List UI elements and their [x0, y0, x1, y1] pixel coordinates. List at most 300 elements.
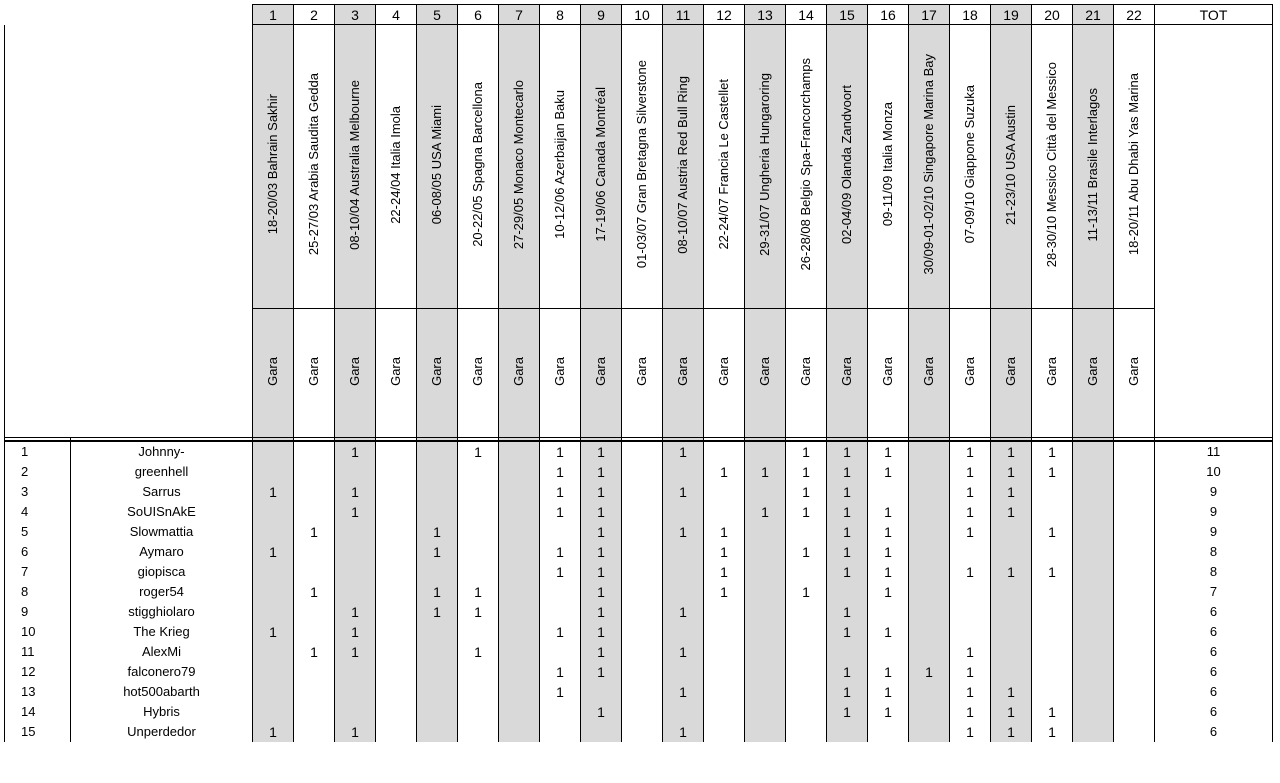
race-score	[786, 682, 827, 702]
race-score: 1	[868, 502, 909, 522]
race-score: 1	[581, 662, 622, 682]
race-score	[704, 702, 745, 722]
race-score	[253, 462, 294, 482]
player-rank: 8	[5, 582, 71, 602]
race-score: 1	[253, 542, 294, 562]
race-score: 1	[1032, 462, 1073, 482]
race-score	[499, 682, 540, 702]
standings-row	[5, 722, 1273, 742]
race-score: 1	[827, 602, 868, 622]
race-type-cell	[540, 309, 581, 438]
race-score: 1	[745, 502, 786, 522]
race-type-cell	[253, 309, 294, 438]
race-score	[622, 702, 663, 722]
race-score	[499, 522, 540, 542]
player-name: Sarrus	[71, 482, 253, 502]
race-score	[294, 462, 335, 482]
race-score	[663, 582, 704, 602]
race-score	[704, 602, 745, 622]
race-score: 1	[786, 502, 827, 522]
race-score: 1	[540, 622, 581, 642]
race-score: 1	[294, 522, 335, 542]
player-total: 6	[1155, 722, 1273, 742]
race-score: 1	[294, 642, 335, 662]
race-score	[622, 542, 663, 562]
race-score	[786, 642, 827, 662]
race-score	[1032, 622, 1073, 642]
race-score: 1	[663, 441, 704, 462]
race-score	[1032, 542, 1073, 562]
race-score	[540, 522, 581, 542]
race-score	[1114, 542, 1155, 562]
race-name-cell	[745, 25, 786, 309]
race-score	[294, 562, 335, 582]
race-name: 07-09/10 Giappone Suzuka	[962, 85, 977, 244]
race-score	[1114, 622, 1155, 642]
race-score: 1	[458, 441, 499, 462]
race-score	[1032, 682, 1073, 702]
race-score	[540, 582, 581, 602]
player-rank: 7	[5, 562, 71, 582]
race-score: 1	[417, 522, 458, 542]
race-score	[704, 682, 745, 702]
race-score: 1	[827, 622, 868, 642]
race-score	[786, 722, 827, 742]
race-score	[868, 602, 909, 622]
race-score: 1	[1032, 441, 1073, 462]
race-number: 14	[786, 5, 827, 25]
race-score	[294, 602, 335, 622]
race-score	[745, 622, 786, 642]
race-score	[417, 662, 458, 682]
race-score: 1	[581, 562, 622, 582]
race-score	[1073, 682, 1114, 702]
race-score: 1	[704, 562, 745, 582]
race-score	[868, 482, 909, 502]
race-score	[376, 582, 417, 602]
race-score	[376, 662, 417, 682]
race-score	[704, 642, 745, 662]
race-score	[786, 602, 827, 622]
race-score: 1	[991, 441, 1032, 462]
race-score	[417, 462, 458, 482]
race-score	[1114, 662, 1155, 682]
race-type-cell	[417, 309, 458, 438]
race-score	[1114, 602, 1155, 622]
race-score: 1	[581, 502, 622, 522]
player-rank: 3	[5, 482, 71, 502]
player-name: Aymaro	[71, 542, 253, 562]
race-score	[335, 662, 376, 682]
race-type-cell	[991, 309, 1032, 438]
race-score: 1	[827, 482, 868, 502]
race-score	[1114, 702, 1155, 722]
race-score	[1114, 642, 1155, 662]
race-type: Gara	[1126, 356, 1141, 386]
player-name: Slowmattia	[71, 522, 253, 542]
race-score	[622, 482, 663, 502]
race-name: 11-13/11 Brasile Interlagos	[1085, 87, 1100, 242]
race-number: 15	[827, 5, 868, 25]
race-type-cell	[376, 309, 417, 438]
race-score: 1	[991, 502, 1032, 522]
player-total: 6	[1155, 682, 1273, 702]
race-score	[1032, 602, 1073, 622]
race-score: 1	[540, 462, 581, 482]
race-score	[622, 502, 663, 522]
race-number: 7	[499, 5, 540, 25]
race-score	[909, 522, 950, 542]
race-score	[417, 722, 458, 742]
race-score: 1	[868, 682, 909, 702]
player-rank: 6	[5, 542, 71, 562]
race-type: Gara	[1085, 356, 1100, 386]
race-score	[745, 441, 786, 462]
race-score	[335, 462, 376, 482]
race-name-cell	[909, 25, 950, 309]
race-score	[1032, 482, 1073, 502]
player-name: AlexMi	[71, 642, 253, 662]
race-name: 26-28/08 Belgio Spa-Francorchamps	[798, 58, 813, 271]
standings-sheet	[4, 4, 1274, 782]
race-type-cell	[1114, 309, 1155, 438]
race-score	[1032, 642, 1073, 662]
race-score	[622, 682, 663, 702]
race-score	[294, 542, 335, 562]
race-score	[622, 642, 663, 662]
race-score	[376, 562, 417, 582]
race-score: 1	[827, 462, 868, 482]
total-header-blank	[1155, 25, 1273, 309]
race-score: 1	[786, 462, 827, 482]
race-score	[909, 682, 950, 702]
race-score: 1	[417, 542, 458, 562]
race-score	[294, 722, 335, 742]
race-score	[458, 562, 499, 582]
race-type: Gara	[429, 356, 444, 386]
race-number: 13	[745, 5, 786, 25]
race-score: 1	[581, 441, 622, 462]
race-score	[540, 722, 581, 742]
race-score	[827, 582, 868, 602]
race-score: 1	[868, 522, 909, 542]
race-score	[786, 562, 827, 582]
player-total: 7	[1155, 582, 1273, 602]
race-score	[253, 562, 294, 582]
race-score	[294, 482, 335, 502]
race-name: 09-11/09 Italia Monza	[880, 102, 895, 227]
race-score	[622, 622, 663, 642]
race-name: 17-19/06 Canada Montréal	[593, 87, 608, 242]
race-name: 02-04/09 Olanda Zandvoort	[839, 85, 854, 244]
race-score	[499, 722, 540, 742]
race-score: 1	[827, 441, 868, 462]
race-number: 18	[950, 5, 991, 25]
standings-table	[4, 4, 1273, 742]
player-name: Johnny-	[71, 441, 253, 462]
race-score	[1073, 522, 1114, 542]
race-score: 1	[950, 642, 991, 662]
race-score	[991, 622, 1032, 642]
race-score	[1073, 562, 1114, 582]
race-number: 2	[294, 5, 335, 25]
header-blank	[5, 25, 253, 309]
race-score	[581, 682, 622, 702]
race-score: 1	[417, 602, 458, 622]
race-number: 4	[376, 5, 417, 25]
race-score: 1	[581, 602, 622, 622]
race-score	[1032, 582, 1073, 602]
race-score: 1	[950, 662, 991, 682]
race-score	[909, 642, 950, 662]
race-score	[458, 522, 499, 542]
race-score	[458, 622, 499, 642]
race-score: 1	[663, 642, 704, 662]
race-number: 3	[335, 5, 376, 25]
race-type: Gara	[1044, 356, 1059, 386]
race-score	[335, 682, 376, 702]
race-score	[745, 522, 786, 542]
race-score	[253, 502, 294, 522]
race-name: 22-24/04 Italia Imola	[388, 105, 403, 224]
race-score	[417, 682, 458, 702]
race-type: Gara	[511, 356, 526, 386]
race-score	[376, 542, 417, 562]
player-rank: 1	[5, 441, 71, 462]
player-total: 6	[1155, 702, 1273, 722]
race-score: 1	[581, 542, 622, 562]
race-score: 1	[991, 562, 1032, 582]
race-name-cell	[868, 25, 909, 309]
race-score	[745, 582, 786, 602]
race-name: 18-20/11 Abu Dhabi Yas Marina	[1126, 73, 1141, 256]
race-name-cell	[991, 25, 1032, 309]
race-type: Gara	[675, 356, 690, 386]
race-type: Gara	[921, 356, 936, 386]
total-header-blank	[1155, 309, 1273, 438]
race-score: 1	[663, 522, 704, 542]
race-score	[376, 722, 417, 742]
player-total: 8	[1155, 562, 1273, 582]
race-score	[827, 722, 868, 742]
race-type-cell	[827, 309, 868, 438]
race-score	[827, 642, 868, 662]
player-name: hot500abarth	[71, 682, 253, 702]
race-score	[1114, 482, 1155, 502]
player-rank: 15	[5, 722, 71, 742]
race-score	[458, 462, 499, 482]
race-score	[909, 542, 950, 562]
player-name: giopisca	[71, 562, 253, 582]
race-score	[499, 502, 540, 522]
standings-row	[5, 582, 1273, 602]
race-name-cell	[417, 25, 458, 309]
race-score	[499, 542, 540, 562]
race-score: 1	[1032, 522, 1073, 542]
race-score	[581, 722, 622, 742]
race-score	[417, 482, 458, 502]
standings-row	[5, 542, 1273, 562]
standings-row	[5, 642, 1273, 662]
race-score: 1	[253, 622, 294, 642]
race-score: 1	[827, 522, 868, 542]
race-name: 08-10/04 Australia Melbourne	[347, 79, 362, 250]
race-score	[335, 562, 376, 582]
race-score	[1032, 502, 1073, 522]
race-type: Gara	[798, 356, 813, 386]
race-score	[253, 441, 294, 462]
race-score: 1	[786, 542, 827, 562]
race-score: 1	[663, 602, 704, 622]
player-total: 9	[1155, 502, 1273, 522]
race-score	[1114, 522, 1155, 542]
race-score: 1	[540, 482, 581, 502]
race-type: Gara	[634, 356, 649, 386]
race-score: 1	[704, 582, 745, 602]
race-score	[1073, 502, 1114, 522]
race-score: 1	[540, 502, 581, 522]
header-blank	[5, 309, 253, 438]
race-score: 1	[540, 562, 581, 582]
race-score	[991, 582, 1032, 602]
race-score	[745, 542, 786, 562]
race-name: 30/09-01-02/10 Singapore Marina Bay	[921, 54, 936, 275]
race-score	[704, 622, 745, 642]
race-name: 20-22/05 Spagna Barcellona	[470, 82, 485, 247]
race-score: 1	[581, 642, 622, 662]
race-name-cell	[786, 25, 827, 309]
race-type-cell	[458, 309, 499, 438]
player-rank: 5	[5, 522, 71, 542]
race-score: 1	[950, 502, 991, 522]
race-type-cell	[335, 309, 376, 438]
race-score	[745, 482, 786, 502]
race-score	[253, 702, 294, 722]
race-score	[417, 642, 458, 662]
race-score	[1073, 542, 1114, 562]
race-score: 1	[704, 542, 745, 562]
race-type: Gara	[552, 356, 567, 386]
race-score	[663, 702, 704, 722]
race-name-cell	[294, 25, 335, 309]
race-score	[745, 662, 786, 682]
race-score	[663, 562, 704, 582]
race-score: 1	[335, 441, 376, 462]
race-score	[991, 642, 1032, 662]
race-score: 1	[1032, 702, 1073, 722]
race-name-cell	[704, 25, 745, 309]
race-score	[253, 682, 294, 702]
race-number: 5	[417, 5, 458, 25]
race-score: 1	[540, 542, 581, 562]
player-name: greenhell	[71, 462, 253, 482]
race-score	[376, 441, 417, 462]
race-name-cell	[827, 25, 868, 309]
player-total: 9	[1155, 482, 1273, 502]
race-score	[335, 582, 376, 602]
race-score: 1	[581, 522, 622, 542]
race-type-cell	[950, 309, 991, 438]
race-score: 1	[950, 441, 991, 462]
race-score: 1	[991, 682, 1032, 702]
race-score	[622, 602, 663, 622]
race-type: Gara	[470, 356, 485, 386]
race-score: 1	[950, 522, 991, 542]
race-score: 1	[950, 722, 991, 742]
race-score	[458, 502, 499, 522]
race-score	[253, 642, 294, 662]
standings-row	[5, 662, 1273, 682]
race-number: 16	[868, 5, 909, 25]
race-score	[458, 542, 499, 562]
race-score	[991, 662, 1032, 682]
race-score	[458, 482, 499, 502]
race-score: 1	[335, 722, 376, 742]
race-score: 1	[704, 462, 745, 482]
standings-row	[5, 682, 1273, 702]
player-rank: 9	[5, 602, 71, 622]
race-score	[376, 502, 417, 522]
race-score: 1	[786, 482, 827, 502]
race-score: 1	[581, 462, 622, 482]
race-score	[1114, 682, 1155, 702]
race-score	[294, 682, 335, 702]
race-name: 08-10/07 Austria Red Bull Ring	[675, 75, 690, 254]
race-score	[499, 702, 540, 722]
race-name: 21-23/10 USA Austin	[1003, 104, 1018, 225]
race-score	[1114, 582, 1155, 602]
race-score	[950, 622, 991, 642]
race-score	[622, 662, 663, 682]
race-name-cell	[581, 25, 622, 309]
race-score	[950, 602, 991, 622]
player-name: The Krieg	[71, 622, 253, 642]
race-score: 1	[950, 702, 991, 722]
player-total: 6	[1155, 642, 1273, 662]
race-score: 1	[991, 482, 1032, 502]
race-score: 1	[868, 662, 909, 682]
race-score	[1073, 462, 1114, 482]
race-score	[499, 622, 540, 642]
player-name: stigghiolaro	[71, 602, 253, 622]
race-score	[663, 502, 704, 522]
race-score	[1073, 441, 1114, 462]
race-score	[745, 702, 786, 722]
race-name: 22-24/07 Francia Le Castellet	[716, 79, 731, 250]
race-name-cell	[950, 25, 991, 309]
race-score	[335, 542, 376, 562]
race-name: 10-12/06 Azerbaijan Baku	[552, 90, 567, 239]
race-score	[663, 622, 704, 642]
race-score: 1	[745, 462, 786, 482]
race-name: 01-03/07 Gran Bretagna Silverstone	[634, 60, 649, 269]
race-score	[417, 441, 458, 462]
race-score	[540, 642, 581, 662]
race-score	[499, 441, 540, 462]
race-score: 1	[335, 482, 376, 502]
race-score	[909, 441, 950, 462]
race-score: 1	[868, 462, 909, 482]
race-score	[704, 482, 745, 502]
race-score: 1	[581, 702, 622, 722]
race-name-cell	[1032, 25, 1073, 309]
player-name: Hybris	[71, 702, 253, 722]
race-score	[786, 662, 827, 682]
race-score: 1	[950, 462, 991, 482]
race-name: 25-27/03 Arabia Saudita Gedda	[306, 73, 321, 256]
race-score: 1	[868, 582, 909, 602]
race-number: 6	[458, 5, 499, 25]
